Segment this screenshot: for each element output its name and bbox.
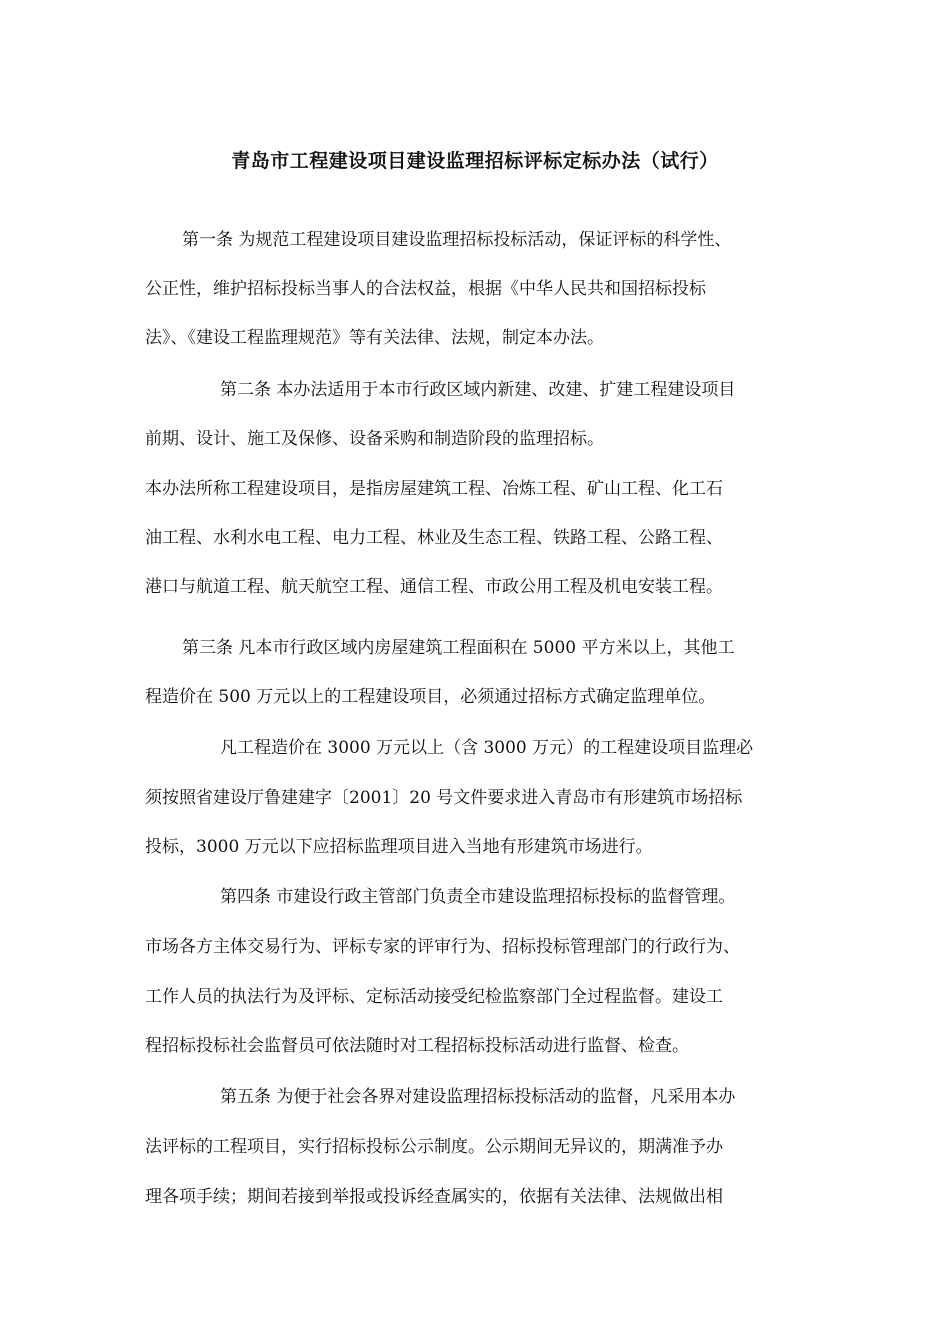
text-line: 市场各方主体交易行为、评标专家的评审行为、招标投标管理部门的行政行为、	[145, 937, 740, 957]
document-title: 青岛市工程建设项目建设监理招标评标定标办法（试行）	[231, 150, 719, 172]
text-line-article-1: 第一条 为规范工程建设项目建设监理招标投标活动，保证评标的科学性、	[182, 230, 732, 250]
text-line: 理各项手续；期间若接到举报或投诉经查属实的，依据有关法律、法规做出相	[145, 1187, 723, 1207]
text-line-article-3: 第三条 凡本市行政区域内房屋建筑工程面积在 5000 平方米以上，其他工	[182, 638, 735, 658]
text-line-article-5: 第五条 为便于社会各界对建设监理招标投标活动的监督，凡采用本办	[220, 1087, 736, 1107]
text-line-article-2: 第二条 本办法适用于本市行政区域内新建、改建、扩建工程建设项目	[220, 380, 736, 400]
text-line-article-4: 第四条 市建设行政主管部门负责全市建设监理招标投标的监督管理。	[220, 887, 736, 907]
text-line: 须按照省建设厅鲁建建字〔2001〕20 号文件要求进入青岛市有形建筑市场招标	[145, 788, 743, 808]
text-line: 油工程、水利水电工程、电力工程、林业及生态工程、铁路工程、公路工程、	[145, 528, 723, 548]
text-line: 港口与航道工程、航天航空工程、通信工程、市政公用工程及机电安装工程。	[145, 577, 723, 597]
text-line: 凡工程造价在 3000 万元以上（含 3000 万元）的工程建设项目监理必	[220, 738, 754, 758]
text-line: 前期、设计、施工及保修、设备采购和制造阶段的监理招标。	[145, 429, 604, 449]
text-line: 投标，3000 万元以下应招标监理项目进入当地有形建筑市场进行。	[145, 837, 653, 857]
text-line: 法》、《建设工程监理规范》等有关法律、法规，制定本办法。	[145, 328, 604, 348]
text-line: 程造价在 500 万元以上的工程建设项目，必须通过招标方式确定监理单位。	[145, 687, 716, 707]
text-line: 公正性，维护招标投标当事人的合法权益，根据《中华人民共和国招标投标	[145, 279, 706, 299]
text-line: 程招标投标社会监督员可依法随时对工程招标投标活动进行监督、检查。	[145, 1036, 689, 1056]
text-line: 本办法所称工程建设项目，是指房屋建筑工程、冶炼工程、矿山工程、化工石	[145, 479, 723, 499]
text-line: 工作人员的执法行为及评标、定标活动接受纪检监察部门全过程监督。建设工	[145, 987, 723, 1007]
text-line: 法评标的工程项目，实行招标投标公示制度。公示期间无异议的，期满准予办	[145, 1137, 723, 1157]
